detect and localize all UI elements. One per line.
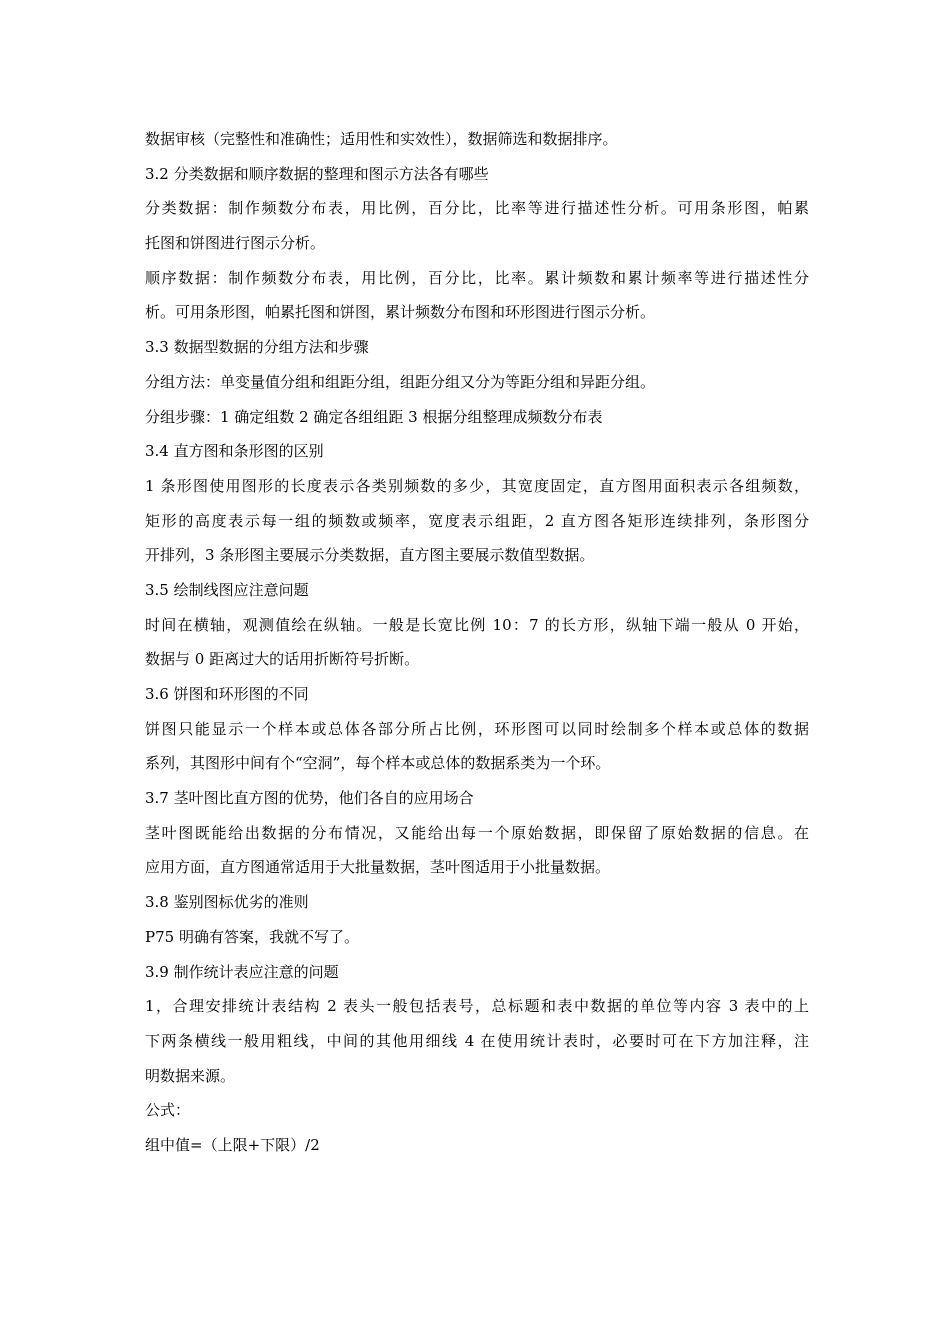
text-line: 析。可用条形图，帕累托图和饼图，累计频数分布图和环形图进行图示分析。 bbox=[145, 303, 656, 322]
section-heading: 3.7 茎叶图比直方图的优势，他们各自的应用场合 bbox=[145, 789, 474, 808]
text-line: 茎叶图既能给出数据的分布情况，又能给出每一个原始数据，即保留了原始数据的信息。在 bbox=[145, 823, 809, 842]
text-line: 明数据来源。 bbox=[145, 1066, 236, 1085]
text-line: 矩形的高度表示每一组的频数或频率，宽度表示组距，2 直方图各矩形连续排列，条形图分 bbox=[145, 511, 809, 530]
document-body bbox=[145, 122, 809, 1163]
section-heading: 3.3 数据型数据的分组方法和步骤 bbox=[145, 338, 369, 357]
section-heading: 3.6 饼图和环形图的不同 bbox=[145, 685, 309, 703]
text-line: 开排列，3 条形图主要展示分类数据，直方图主要展示数值型数据。 bbox=[145, 546, 595, 565]
text-line: 托图和饼图进行图示分析。 bbox=[145, 234, 326, 253]
text-line: 分组步骤：1 确定组数 2 确定各组组距 3 根据分组整理成频数分布表 bbox=[145, 407, 603, 426]
text-line: 下两条横线一般用粗线，中间的其他用细线 4 在使用统计表时，必要时可在下方加注释，注 bbox=[145, 1031, 809, 1050]
text-line: 系列，其图形中间有个“空洞”，每个样本或总体的数据系类为一个环。 bbox=[145, 754, 611, 773]
text-line: 1，合理安排统计表结构 2 表头一般包括表号，总标题和表中数据的单位等内容 3 表中的上 bbox=[145, 997, 809, 1016]
text-line: 饼图只能显示一个样本或总体各部分所占比例，环形图可以同时绘制多个样本或总体的数据 bbox=[145, 719, 809, 738]
text-line: 时间在横轴，观测值绘在纵轴。一般是长宽比例 10：7 的长方形，纵轴下端一般从 0 开始， bbox=[145, 615, 809, 634]
text-line: 数据审核（完整性和准确性；适用性和实效性），数据筛选和数据排序。 bbox=[145, 130, 618, 148]
section-heading: 3.2 分类数据和顺序数据的整理和图示方法各有哪些 bbox=[145, 164, 489, 183]
text-line: 分类数据：制作频数分布表，用比例，百分比，比率等进行描述性分析。可用条形图，帕累 bbox=[145, 199, 809, 218]
section-heading: 3.9 制作统计表应注意的问题 bbox=[145, 962, 339, 981]
text-line: 数据与 0 距离过大的话用折断符号折断。 bbox=[145, 650, 420, 669]
formula-line: 组中值=（上限+下限）/2 bbox=[145, 1135, 320, 1154]
text-line: 分组方法：单变量值分组和组距分组，组距分组又分为等距分组和异距分组。 bbox=[145, 372, 656, 391]
section-heading: 3.8 鉴别图标优劣的准则 bbox=[145, 893, 309, 912]
section-heading: 3.5 绘制线图应注意问题 bbox=[145, 580, 309, 599]
section-heading: 3.4 直方图和条形图的区别 bbox=[145, 442, 324, 461]
text-line: 顺序数据：制作频数分布表，用比例，百分比，比率。累计频数和累计频率等进行描述性分 bbox=[145, 268, 809, 287]
text-line: 公式： bbox=[145, 1101, 191, 1120]
text-line: 应用方面，直方图通常适用于大批量数据，茎叶图适用于小批量数据。 bbox=[145, 858, 611, 877]
text-line: P75 明确有答案，我就不写了。 bbox=[145, 927, 359, 946]
text-line: 1 条形图使用图形的长度表示各类别频数的多少，其宽度固定，直方图用面积表示各组频数， bbox=[145, 476, 809, 495]
